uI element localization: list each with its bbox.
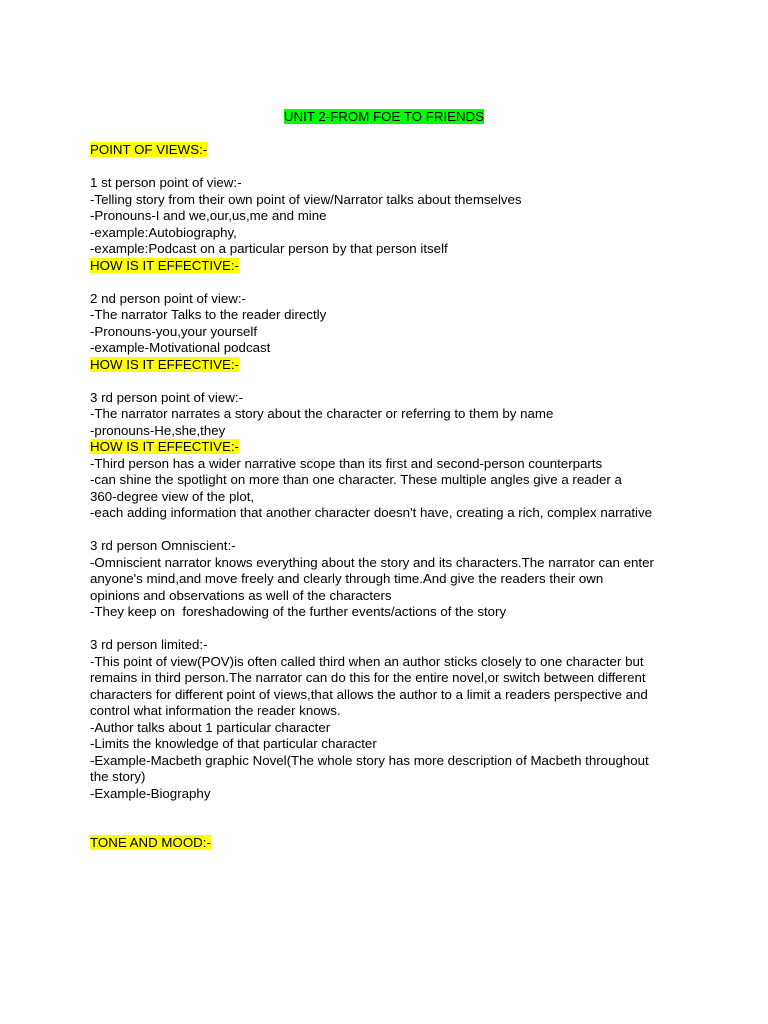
blank-line <box>90 159 690 176</box>
blank-line <box>90 373 690 390</box>
section-heading-line <box>90 142 690 159</box>
text-line: -This point of view(POV)is often called third when an author sticks closely to one character but <box>90 653 644 669</box>
document-body <box>90 142 690 852</box>
text-line: -example:Autobiography, <box>90 224 237 240</box>
text-line: -Pronouns-I and we,our,us,me and mine <box>90 208 327 223</box>
text-line: the story) <box>90 769 146 784</box>
text-line: remains in third person.The narrator can do this for the entire novel,or switch between different <box>90 670 646 685</box>
effective-heading-line <box>90 439 690 456</box>
text-line: -Example-Macbeth graphic Novel(The whole story has more description of Macbeth throughout <box>90 752 649 768</box>
subheading-limited: 3 rd person limited:- <box>90 637 208 652</box>
text-line: -Example-Biography <box>90 785 211 801</box>
text-line: -example-Motivational podcast <box>90 340 271 355</box>
blank-line <box>90 274 690 291</box>
text-line: -each adding information that another character doesn't have, creating a rich, complex narrative <box>90 505 653 520</box>
text-line: -The narrator narrates a story about the character or referring to them by name <box>90 406 554 421</box>
text-line: opinions and observations as well of the characters <box>90 587 392 603</box>
blank-line <box>90 522 690 539</box>
section-heading-tone-mood: TONE AND MOOD:- <box>90 835 211 850</box>
section-heading-line <box>90 835 690 852</box>
subheading-first-person: 1 st person point of view:- <box>90 175 242 190</box>
effective-heading-line <box>90 357 690 374</box>
effective-heading: HOW IS IT EFFECTIVE:- <box>90 356 239 372</box>
section-heading-point-of-views: POINT OF VIEWS:- <box>90 142 208 157</box>
blank-line <box>90 819 690 836</box>
text-line: anyone's mind,and move freely and clearly through time.And give the readers their own <box>90 571 604 586</box>
subheading-omniscient: 3 rd person Omniscient:- <box>90 538 236 553</box>
text-line: 360-degree view of the plot, <box>90 488 255 504</box>
text-line: -example:Podcast on a particular person by that person itself <box>90 241 448 256</box>
subheading-second-person: 2 nd person point of view:- <box>90 290 246 306</box>
effective-heading-line <box>90 258 690 275</box>
blank-line <box>90 802 690 819</box>
effective-heading: HOW IS IT EFFECTIVE:- <box>90 257 239 273</box>
document-title: UNIT 2-FROM FOE TO FRIENDS <box>283 109 485 124</box>
text-line: -Omniscient narrator knows everything about the story and its characters.The narrator can enter <box>90 554 654 570</box>
text-line: -can shine the spotlight on more than one character. These multiple angles give a reader a <box>90 472 622 487</box>
subheading-third-person: 3 rd person point of view:- <box>90 389 243 405</box>
text-line: -Author talks about 1 particular character <box>90 719 331 735</box>
text-line: -Limits the knowledge of that particular character <box>90 736 377 751</box>
effective-heading: HOW IS IT EFFECTIVE:- <box>90 439 239 454</box>
blank-line <box>90 621 690 638</box>
text-line: -The narrator Talks to the reader directly <box>90 307 327 322</box>
text-line: -Third person has a wider narrative scope than its first and second-person counterparts <box>90 455 603 471</box>
text-line: -Telling story from their own point of view/Narrator talks about themselves <box>90 191 522 207</box>
text-line: characters for different point of views,that allows the author to a limit a readers perspective and <box>90 686 648 702</box>
text-line: -They keep on foreshadowing of the further events/actions of the story <box>90 604 507 619</box>
title-row <box>0 109 768 126</box>
text-line: -pronouns-He,she,they <box>90 422 226 438</box>
text-line: control what information the reader knows. <box>90 703 341 718</box>
text-line: -Pronouns-you,your yourself <box>90 323 258 339</box>
